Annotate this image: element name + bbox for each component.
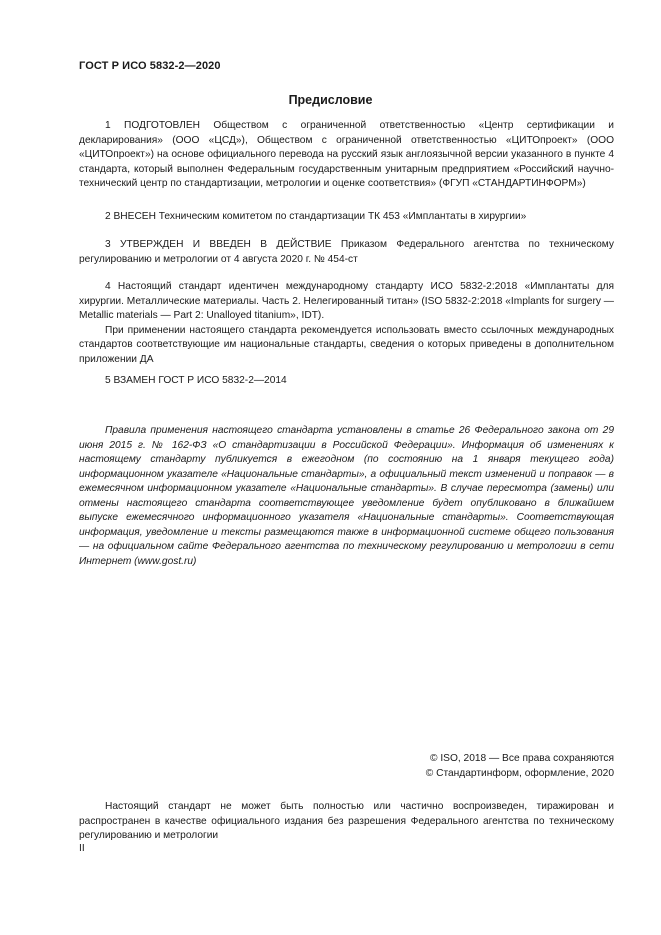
copyright-block bbox=[426, 752, 614, 781]
paragraph-1 bbox=[79, 119, 614, 192]
paragraph-1-text: 1 ПОДГОТОВЛЕН Обществом с ограниченной ответственностью «Центр сертификации и декларирования» (ООО «ЦСД»), Обществом с ограниченной ответственностью «ЦИТОпроект» (ООО «ЦИТОпроект») на основе официального перевода на русский язык англоязычной версии указанного в пункте 4 стандарта, который выполнен Федеральным государственным унитарным предприятием «Российский научно-технический центр по стандартизации, метрологии и оценке соответствия» (ФГУП «СТАНДАРТИНФОРМ») bbox=[79, 120, 614, 189]
document-code-header: ГОСТ Р ИСО 5832-2—2020 bbox=[79, 60, 221, 72]
paragraph-3-text: 3 УТВЕРЖДЕН И ВВЕДЕН В ДЕЙСТВИЕ Приказом Федерального агентства по техническому регулированию и метрологии от 4 августа 2020 г. № 454-ст bbox=[79, 239, 614, 265]
paragraph-5-text: 5 ВЗАМЕН ГОСТ Р ИСО 5832-2—2014 bbox=[105, 375, 287, 386]
notice-text: Правила применения настоящего стандарта установлены в статье 26 Федерального закона от 29 июня 2015 г. № 162-ФЗ «О стандартизации в Российской Федерации». Информация об изменениях к настоящему стандарту публикуется в ежегодном (по состоянию на 1 января текущего года) информационном указателе «Национальные стандарты», а официальный текст изменений и поправок — в ежемесячном информационном указателе «Национальные стандарты». В случае пересмотра (замены) или отмены настоящего стандарта соответствующее уведомление будет опубликовано в ближайшем выпуске ежемесячного информационного указателя «Национальные стандарты». Соответствующая информация, уведомление и тексты размещаются также в информационной системе общего пользования — на официальном сайте Федерального агентства по техническому регулированию и метрологии в сети Интернет (www.gost.ru) bbox=[79, 425, 614, 567]
paragraph-4-note: При применении настоящего стандарта рекомендуется использовать вместо ссылочных международных стандартов соответствующие им национальные стандарты, сведения о которых приведены в дополнительном приложении ДА bbox=[79, 324, 614, 365]
standard-application-notice bbox=[79, 424, 614, 569]
paragraph-2 bbox=[79, 210, 614, 225]
paragraph-3 bbox=[79, 238, 614, 267]
page-number: II bbox=[79, 843, 85, 854]
paragraph-2-text: 2 ВНЕСЕН Техническим комитетом по стандартизации ТК 453 «Имплантаты в хирургии» bbox=[105, 211, 527, 222]
reproduction-notice bbox=[79, 800, 614, 844]
paragraph-5 bbox=[79, 374, 614, 389]
paragraph-4 bbox=[79, 280, 614, 367]
paragraph-4-text: 4 Настоящий стандарт идентичен международному стандарту ИСО 5832-2:2018 «Имплантаты для хирургии. Металлические материалы. Часть 2. Нелегированный титан» (ISO 5832-2:2018 «Implants for surgery — Metallic materials — Part 2: Unalloyed titanium», IDT). bbox=[79, 281, 614, 321]
copyright-iso: © ISO, 2018 — Все права сохраняются bbox=[430, 753, 614, 764]
reproduction-notice-text: Настоящий стандарт не может быть полностью или частично воспроизведен, тиражирован и распространен в качестве официального издания без разрешения Федерального агентства по техническому регулированию и метрологии bbox=[79, 801, 614, 841]
page-title: Предисловие bbox=[288, 93, 373, 107]
copyright-standartinform: © Стандартинформ, оформление, 2020 bbox=[425, 767, 614, 779]
